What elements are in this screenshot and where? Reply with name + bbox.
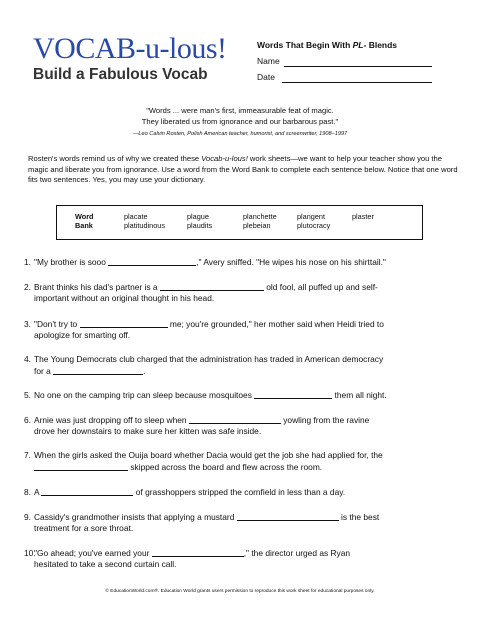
date-label: Date: [257, 72, 275, 82]
answer-blank[interactable]: [237, 511, 339, 521]
word-bank-word: plebeian: [243, 221, 271, 230]
answer-blank[interactable]: [160, 281, 264, 291]
quote-attribution: —Leo Calvin Rosten, Polish American teacher, humorist, and screenwriter, 1908–1997: [132, 131, 348, 137]
answer-blank[interactable]: [34, 461, 128, 471]
worksheet-title: Words That Begin With PL- Blends: [257, 40, 398, 50]
copyright-footer: © EducationWorld.com®. Education World grants users permission to reproduce this work sheet for educational purposes only.: [105, 589, 375, 594]
name-field[interactable]: [284, 66, 432, 67]
name-label: Name: [257, 56, 280, 66]
question-4: 4. The Young Democrats club charged that the administration has traded in American democracy for a .: [24, 354, 384, 376]
logo-title: VOCAB-u-lous!: [33, 32, 227, 65]
logo-subtitle: Build a Fabulous Vocab: [33, 66, 208, 83]
answer-blank[interactable]: [108, 256, 196, 266]
word-bank-word: platitudinous: [124, 221, 165, 230]
question-10: 10."Go ahead; you've earned your ," the director urged as Ryan hesitated to take a second curtain call.: [24, 548, 351, 569]
word-bank-word: plangent: [297, 212, 325, 221]
answer-blank[interactable]: [189, 414, 281, 424]
question-2: 2. Brant thinks his dad's partner is a old fool, all puffed up and self- important without an original thought in his head.: [24, 282, 378, 303]
word-bank-word: plutocracy: [297, 221, 331, 230]
word-bank-word: planchette: [243, 212, 277, 221]
word-bank-word: plaudits: [187, 221, 213, 230]
word-bank-label-1: Word: [75, 212, 94, 221]
answer-blank[interactable]: [53, 365, 143, 375]
word-bank-word: placate: [124, 212, 148, 221]
question-7: 7. When the girls asked the Ouija board whether Dacia would get the job she had applied for, the skipped across the board and flew across the room.: [24, 450, 383, 472]
question-3: 3. "Don't try to me; you're grounded," her mother said when Heidi tried to apologize for smarting off.: [24, 319, 384, 340]
answer-blank[interactable]: [152, 547, 244, 557]
quote-line-1: "Words ... were man's first, immeasurable feat of magic.: [146, 106, 334, 115]
intro-paragraph: Rosten's words remind us of why we created these Vocab-u-lous! work sheets—we want to help your teacher show you the magic and liberate you from ignorance. Use a word from the Word Bank to complete each sentence below. Notice that one word fits two sentences. Yes, you may use your dictionary.: [28, 154, 458, 184]
question-5: 5. No one on the camping trip can sleep because mosquitoes them all night.: [24, 390, 387, 400]
word-bank-word: plague: [187, 212, 209, 221]
word-bank: [56, 205, 423, 240]
answer-blank[interactable]: [80, 318, 168, 328]
answer-blank[interactable]: [41, 486, 133, 496]
word-bank-word: plaster: [352, 212, 374, 221]
answer-blank[interactable]: [254, 389, 332, 399]
quote-line-2: They liberated us from ignorance and our barbarous past.": [141, 117, 339, 126]
question-6: 6. Arnie was just dropping off to sleep when yowling from the ravine drove her downstairs to make sure her kitten was safe inside.: [24, 415, 370, 436]
question-8: 8. A of grasshoppers stripped the cornfield in less than a day.: [24, 487, 346, 497]
date-field[interactable]: [282, 82, 432, 83]
question-1: 1. "My brother is sooo ," Avery sniffed. "He wipes his nose on his shirttail.": [24, 257, 386, 267]
word-bank-label-2: Bank: [75, 221, 93, 230]
question-9: 9. Cassidy's grandmother insists that applying a mustard is the best treatment for a sore throat.: [24, 512, 380, 533]
